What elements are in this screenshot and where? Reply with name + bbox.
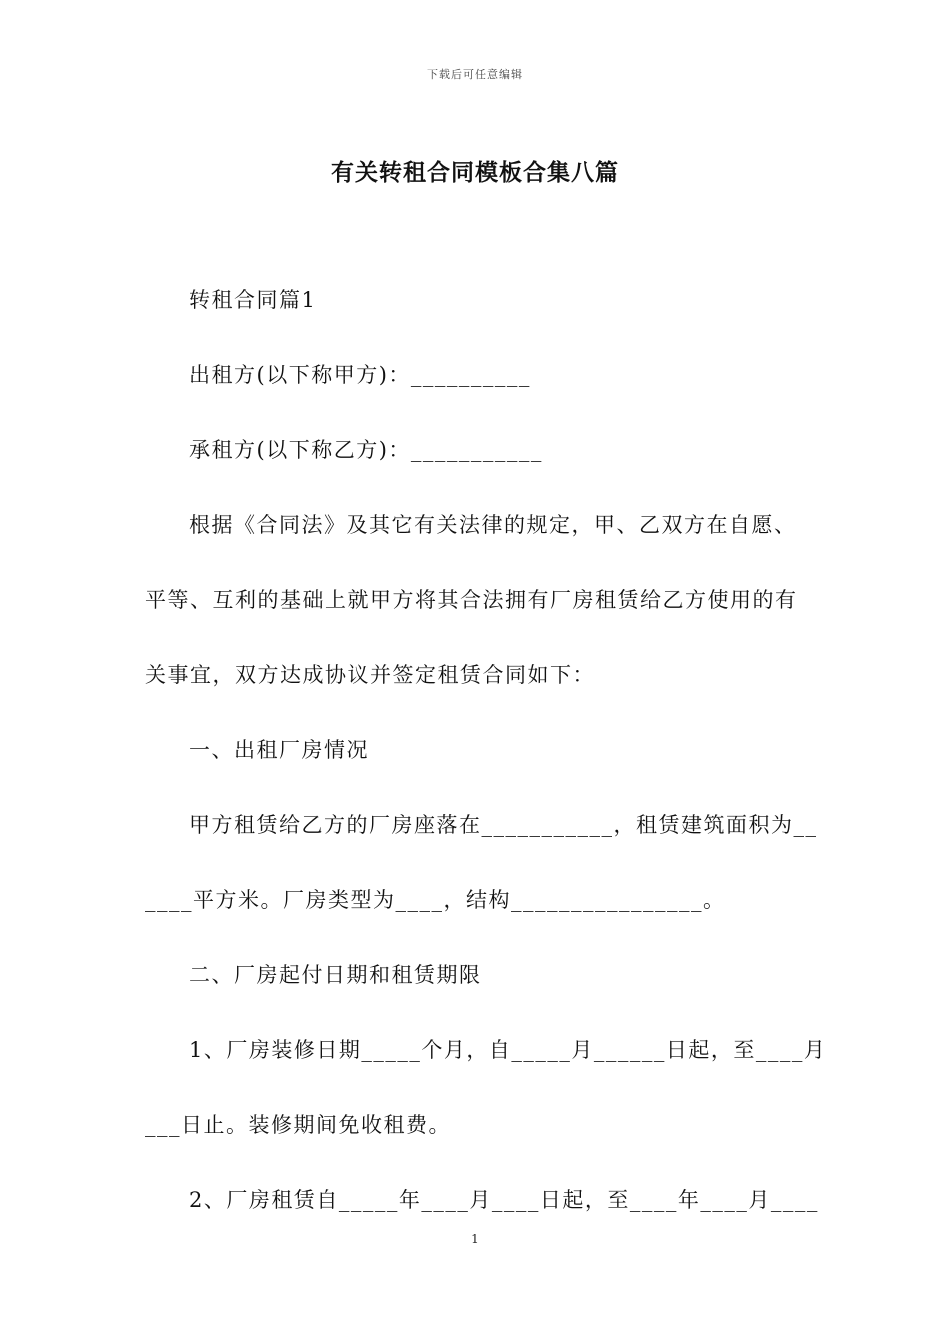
paragraph-line: ___日止。装修期间免收租费。 — [145, 1113, 451, 1137]
clause-heading: 二、厂房起付日期和租赁期限 — [189, 963, 482, 987]
header-note: 下载后可任意编辑 — [427, 68, 523, 81]
paragraph-line: 关事宜，双方达成协议并签定租赁合同如下： — [145, 663, 595, 687]
document-title: 有关转租合同模板合集八篇 — [331, 159, 619, 186]
lessee-line: 承租方(以下称乙方)：___________ — [189, 438, 543, 462]
page-number: 1 — [471, 1232, 479, 1246]
clause-heading: 一、出租厂房情况 — [189, 738, 369, 762]
paragraph-line: ____平方米。厂房类型为____，结构________________。 — [145, 888, 726, 912]
section-heading: 转租合同篇1 — [189, 288, 317, 312]
paragraph-line: 甲方租赁给乙方的厂房座落在___________，租赁建筑面积为__ — [189, 813, 818, 837]
lessor-line: 出租方(以下称甲方)：__________ — [189, 363, 531, 387]
paragraph-line: 根据《合同法》及其它有关法律的规定，甲、乙双方在自愿、 — [189, 513, 797, 537]
paragraph-line: 1、厂房装修日期_____个月，自_____月______日起，至____月 — [189, 1038, 827, 1062]
paragraph-line: 平等、互利的基础上就甲方将其合法拥有厂房租赁给乙方使用的有 — [145, 588, 798, 612]
paragraph-line: 2、厂房租赁自_____年____月____日起，至____年____月____ — [189, 1188, 819, 1212]
